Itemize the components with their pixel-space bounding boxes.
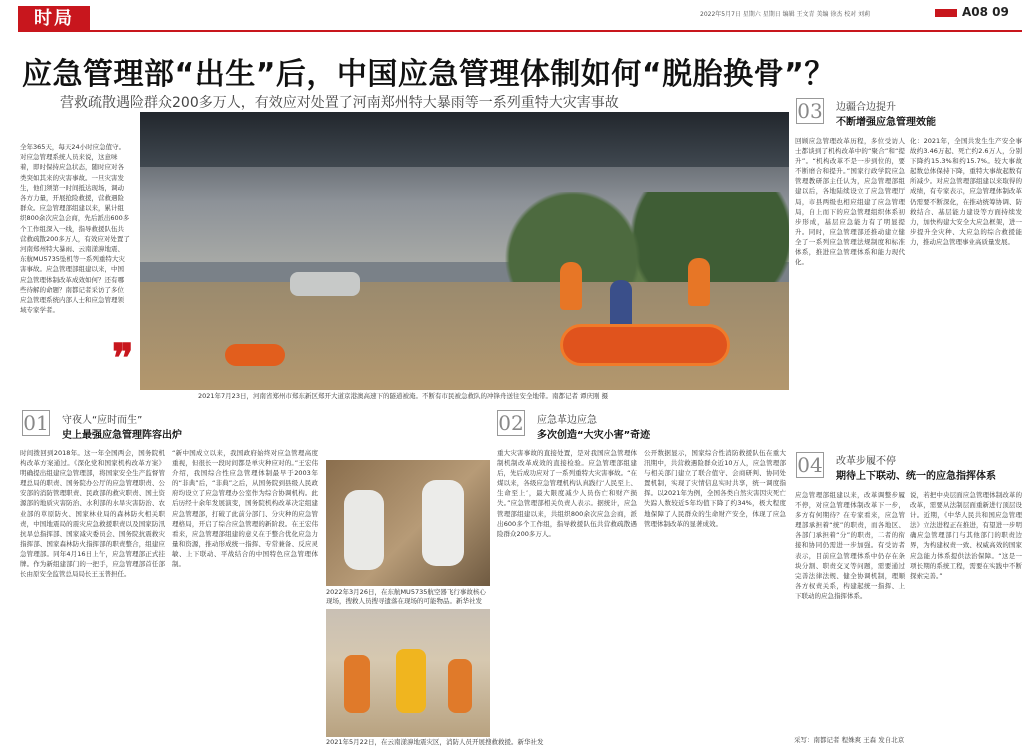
section-column: 重大灾害事故的直接处置，是对我国应急管理体制机制改革成效的直接检验。应急管理部组建后，先后成功应对了一系列重特大灾害事故。“在煤以来，各级应急管理机构认真践行‘人民至上、生命至上’，最大限度减少人员伤亡和财产损失。”应急管理部相关负责人表示。据统计，应急管理部组建以来，共组织800余次应急会商，派出600多个工作组，指导救援队伍共营救疏散遇险群众200多万人。: [497, 449, 637, 538]
section-number: 04: [797, 453, 823, 477]
section-kicker: 改革步履不停: [836, 456, 896, 467]
photo-rescuer: [560, 262, 582, 310]
quote-mark-icon: ❞: [112, 335, 134, 382]
photo-rescue-boat: [560, 324, 730, 366]
crash-site-photo: [326, 460, 490, 586]
section-title: 不断增强应急管理效能: [836, 117, 936, 128]
section-column: 回顾应急管理改革历程，多位受访人士都谈到了机构改革中的“聚合”和“提升”。“机构改革不是一步到位的，要不断磨合和提升。”国家行政学院应急管理教研部主任认为，应急管理部组建以后，各地陆续设立了应急管理厅局，市县两级也相应组建了应急管理局，自上而下的应急管理组织体系初步形成，基层应急能力有了明显提升。同时，应急管理部还推动建立健全了一系列应急管理法规制度和标准体系，推进应急管理体系和能力现代化。: [795, 137, 905, 267]
section-column: 化：2021年，全国共发生生产安全事故约3.46万起、死亡约2.6万人，分别下降约15.3%和约15.7%。较大事故起数总体保持下降，重特大事故起数有所减少。对应急管理部组建以来取得的成绩，有专家表示，应急管理体制改革仍需要不断深化，在推动统筹协调、防救结合、基层能力建设等方面持续发力，加快构建大安全大应急框架，进一步提升全灾种、大应急的综合救援能力，推动应急管理事业高质量发展。: [910, 137, 1022, 246]
section-column: “新中国成立以来，我国政府始终对应急管理高度重视，但很长一段时间都是单灾种应对的。”王宏伟介绍，我国综合性应急管理体制最早于2003年的“非典”后，“非典”之后，从国务院到县级人民政府均设立了应急管理办公室作为综合协调机构。此后历经十余年发展演变，国务院机构改革决定组建应急管理部，打破了此前分部门、分灾种的应急管理格局，开启了综合应急管理的新阶段。在王宏伟看来，应急管理部组建的意义在于整合优化应急力量和资源，推动形成统一指挥、专常兼备、反应灵敏、上下联动、平战结合的中国特色应急管理体制。: [172, 449, 318, 569]
section-number: 03: [797, 99, 823, 123]
section-kicker: 应急革边应急: [537, 415, 597, 426]
section-kicker: 守夜人“应时而生”: [62, 415, 143, 426]
photo-car: [290, 272, 360, 296]
section-title: 史上最强应急管理阵容出炉: [62, 430, 182, 441]
photo-firefighter: [344, 655, 370, 713]
section-title: 期待上下联动、统一的应急指挥体系: [836, 471, 996, 482]
subhead: 营救疏散遇险群众200多万人，有效应对处置了河南郑州特大暴雨等一系列重特大灾害事故: [60, 95, 619, 111]
section-title: 多次创造“大灾小害”奇迹: [537, 430, 651, 441]
page-number: A08 09: [962, 5, 1009, 19]
section-column: 说，若把中央层面应急管理体制改革的改革，需要从法制层面重新进行顶层设计。近期，《中华人民共和国应急管理法》立法进程正在推进，有望进一步明确应急管理部门与其他部门的职责边界，为构建权责一致、权威高效的国家应急能力体系提供法治保障。“这是一项长期的系统工程，需要在实践中不断探索完善。”: [910, 491, 1022, 580]
section-number: 02: [498, 411, 524, 435]
photo-overpass: [140, 112, 789, 167]
section-number: 01: [23, 411, 49, 435]
earthquake-photo: [326, 609, 490, 737]
photo-buoy: [225, 344, 285, 366]
masthead-flag: [935, 9, 957, 17]
earthquake-photo-caption: 2021年5月22日，在云南漾濞地震灾区，消防人员开展搜救救援。新华社发: [326, 738, 544, 746]
photo-searcher: [422, 480, 464, 566]
main-photo: [140, 112, 789, 390]
photo-rescuer: [688, 258, 710, 306]
masthead: [0, 0, 1027, 32]
photo-firefighter: [396, 649, 426, 713]
section-column: 时间拨回到2018年。这一年全国两会，国务院机构改革方案通过。《深化党和国家机构改革方案》明确提出组建应急管理部，将国家安全生产监督管理总局的职责、国务院办公厅的应急管理职责、公安部的消防管理职责、民政部的救灾职责、国土资源部的地质灾害防治、水利部的水旱灾害防治、农业部的草原防火、国家林业局的森林防火相关职责，中国地震局的震灾应急救援职责以及国家防汛抗旱总指挥部、国家减灾委员会、国务院抗震救灾指挥部、国家森林防火指挥部的职责整合，组建应急管理部。同年4月16日上午，应急管理部正式挂牌。作为新组建部门的一把手，应急管理部首任部长由原安全监管总局局长王玉普担任。: [20, 449, 165, 579]
masthead-info: 2022年5月7日 星期六 星期日 编辑 王文青 美编 徐杰 校对 刘莉: [700, 11, 871, 18]
section-kicker: 边疆合边提升: [836, 102, 896, 113]
section-column: 公开数据显示，国家综合性消防救援队伍在重大汛期中，共营救遇险群众近10万人，应急管理部与相关部门建立了联合值守、会商研判、协同处置机制，实现了灾情信息实时共享，统一调度指挥。以2021年为例，全国各类自然灾害因灾死亡失踪人数较近5年均值下降了约34%，极大程度地保障了人民群众的生命财产安全，体现了应急管理体制改革的显著成效。: [644, 449, 786, 528]
main-photo-caption: 2021年7月23日，河南省郑州市郑东新区郑开大道京港澳高速下的隧道被淹。不断有市民被急救队的冲锋舟送往安全地带。南都记者 谭庆刚 摄: [198, 392, 609, 400]
photo-firefighter: [448, 659, 472, 713]
section-column: 应急管理部组建以来，改革调整步履不停，对应急管理体制改革下一步，多方有何期待？在专家看来，应急管理部承担着“统”的职责，而各地区、各部门承担着“分”的职责，二者的衔接和协同仍需进一步加强。有受访者表示，目前应急管理体系中仍存在条块分割、职责交叉等问题，需要通过完善法律法规、健全协调机制，理顺各方权责关系，构建起统一指挥、上下联动的应急指挥体系。: [795, 491, 905, 600]
lead-paragraph: 全年365天，每天24小时应急值守。对应急管理系统人员来说，这意味着，即时保持应急状态，随时应对各类突如其来的灾害事故。一旦灾害发生，他们须第一时间抵达现场，调动各方力量，开展抢险救援，营救遇险群众。应急管理部组建以来，累计组织800余次应急会商，先后派出600多个工作组深入一线，指导救援队伍共营救疏散200多万人，有效应对处置了河南郑州特大暴雨、云南漾濞地震、东航MU5735坠机等一系列重特大灾害事故。应急管理部组建以来，中国应急管理体制改革成效如何？还有哪些待解的命题？南都记者采访了多位应急管理系统内部人士和应急管理领域专家学者。: [20, 143, 130, 315]
photo-rescued-person: [610, 280, 632, 328]
photo-searcher: [344, 490, 384, 570]
byline: 采写：南都记者 程姝爽 王森 发自北京: [794, 736, 905, 744]
masthead-rule: [18, 30, 1022, 32]
crash-site-photo-caption: 2022年3月26日，在东航MU5735航空器飞行事故核心现场，搜救人员搜寻遗落在现场的可能物品。新华社发: [326, 588, 486, 605]
section-tag: 时局: [18, 6, 90, 32]
headline: 应急管理部“出生”后，中国应急管理体制如何“脱胎换骨”？: [22, 57, 835, 92]
